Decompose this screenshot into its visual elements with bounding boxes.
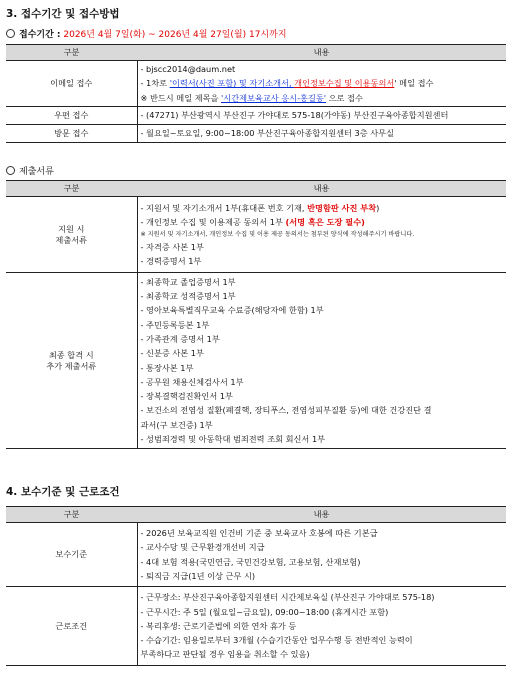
apply-docs-content — [137, 197, 506, 273]
list-item: - 공무원 채용신체검사서 1부 — [140, 376, 244, 387]
email-instruction: - 1차로 '이력서(사진 포함) 및 자기소개서, 개인정보수집 및 이용동의서' 메일 접수 — [140, 78, 434, 89]
list-item: - 최종학교 졸업증명서 1부 — [140, 276, 236, 287]
header-category: 구분 — [6, 507, 137, 523]
header-category: 구분 — [6, 45, 137, 61]
list-item: - 통장사본 1부 — [140, 362, 194, 373]
list-item: - 복리후생: 근로기준법에 의한 연차 휴가 등 — [140, 620, 297, 631]
list-item: - 장복결핵검진확인서 1부 — [140, 391, 233, 402]
list-item: - 지원서 및 자기소개서 1부(휴대폰 번호 기재, 반명함판 사진 부착) — [140, 202, 380, 213]
list-item: - 근무시간: 주 5일 (월요일~금요일), 09:00~18:00 (휴게시간 포함) — [140, 606, 389, 617]
circle-bullet-icon — [6, 166, 15, 175]
reception-table — [6, 44, 506, 143]
documents-table — [6, 180, 506, 449]
visit-hours: - 월요일~토요일, 9:00~18:00 부산진구육아종합지원센터 3층 사무실 — [137, 125, 506, 143]
header-content: 내용 — [137, 507, 506, 523]
apply-note: ※ 지원서 및 자기소개서, 개인정보 수집 및 이용 제공 동의서는 첨부된 양식에 작성해주시기 바랍니다. — [140, 230, 415, 238]
list-item: - 개인정보 수집 및 이용제공 동의서 1부 (서명 혹은 도장 필수) — [140, 217, 365, 228]
documents-heading: 제출서류 — [6, 164, 54, 177]
pay-label: 보수기준 — [6, 523, 137, 587]
list-item: - 2026년 보육교직원 인건비 기준 중 보육교사 호봉에 따른 기본급 — [140, 527, 378, 538]
email-content — [137, 61, 506, 107]
email-address: - bjscc2014@daum.net — [140, 64, 236, 75]
list-item: - 신분증 사본 1부 — [140, 348, 204, 359]
reception-period — [6, 27, 287, 40]
post-label: 우편 접수 — [6, 107, 137, 125]
header-content: 내용 — [137, 181, 506, 197]
work-content — [137, 587, 506, 666]
final-docs-label: 최종 합격 시 추가 제출서류 — [6, 273, 137, 449]
list-item: - 퇴직금 지급(1년 이상 근무 시) — [140, 570, 256, 581]
visit-label: 방문 접수 — [6, 125, 137, 143]
list-item: - 수습기간: 임용일로부터 3개월 (수습기간동안 업무수행 등 전반적인 능력이 — [140, 635, 413, 646]
pay-content — [137, 523, 506, 587]
work-label: 근로조건 — [6, 587, 137, 666]
header-content: 내용 — [137, 45, 506, 61]
list-item: - 근무장소: 부산진구육아종합지원센터 시간제보육실 (부산진구 가야대로 575-18) — [140, 592, 435, 603]
conditions-table — [6, 506, 506, 666]
list-item: - 자격증 사본 1부 — [140, 241, 204, 252]
circle-bullet-icon — [6, 29, 15, 38]
list-item: 과서(구 보건증) 1부 — [140, 419, 213, 430]
section-3-title: 3. 접수기간 및 접수방법 — [6, 8, 120, 20]
list-item: - 성범죄경력 및 아동학대 범죄전력 조회 회신서 1부 — [140, 433, 326, 444]
list-item: - 경력증명서 1부 — [140, 255, 202, 266]
list-item: - 가족관계 증명서 1부 — [140, 333, 220, 344]
section-4-title: 4. 보수기준 및 근로조건 — [6, 486, 120, 498]
period-value: 2026년 4월 7일(화) ~ 2026년 4월 27일(월) 17시까지 — [60, 30, 287, 40]
list-item: - 4대 보험 적용(국민연금, 국민건강보험, 고용보험, 산재보험) — [140, 556, 361, 567]
header-category: 구분 — [6, 181, 137, 197]
apply-docs-label: 지원 시 제출서류 — [6, 197, 137, 273]
post-address: - (47271) 부산광역시 부산진구 가야대로 575-18(가야동) 부산진구육아종합지원센터 — [137, 107, 506, 125]
final-docs-content — [137, 273, 506, 449]
email-label: 이메일 접수 — [6, 61, 137, 107]
email-subject-note: ※ 반드시 메일 제목을 '시간제보육교사 응시-홍길동' 으로 접수 — [140, 92, 363, 103]
period-label: 접수기간 : — [19, 30, 61, 40]
list-item: - 주민등록등본 1부 — [140, 319, 210, 330]
list-item: - 영아보육특별직무교육 수료증(해당자에 한함) 1부 — [140, 305, 324, 316]
list-item: 부족하다고 판단될 경우 임용을 취소할 수 있음) — [140, 649, 310, 660]
list-item: - 교사수당 및 근무환경개선비 지급 — [140, 542, 265, 553]
list-item: - 최종학교 성적증명서 1부 — [140, 291, 236, 302]
list-item: - 보건소의 전염성 질환(폐결핵, 장티푸스, 전염성피부질환 등)에 대한 건강진단 결 — [140, 405, 432, 416]
